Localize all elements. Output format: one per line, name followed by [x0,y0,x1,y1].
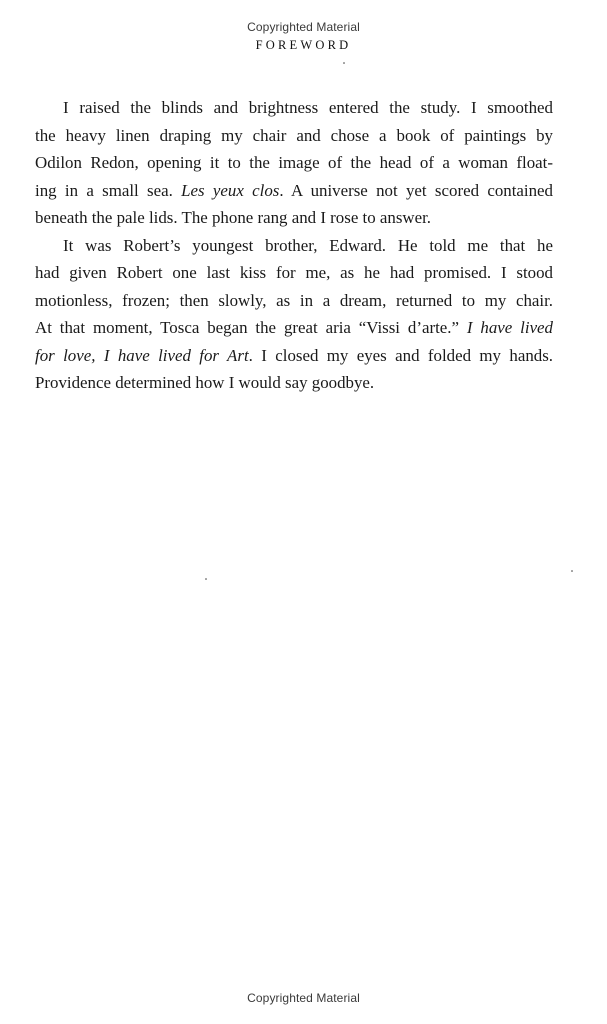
paragraph-2-line-1: It was Robert’s youngest brother, Edward. He told me that he [63,235,553,255]
paragraph-2-line-3: motionless, frozen; then slowly, as in a dream, returned to my chair. [35,290,553,310]
paragraph-1-line-2: the heavy linen draping my chair and chose a book of paintings by [35,125,553,145]
text-run: ing in a small sea. [35,180,182,200]
paragraph-2-line-6: Providence determined how I would say goodbye. [35,373,375,392]
text-run: . A universe not yet scored contained [279,180,553,200]
paragraph-1-line-4 [35,177,553,205]
italic-title: Les yeux clos [181,180,280,200]
italic-quote: for love, I have lived for Art [35,345,249,365]
text-run: . I closed my eyes and folded my hands. [248,345,554,365]
copyright-watermark-top: Copyrighted Material [247,20,360,34]
scan-speck [571,570,573,572]
text-run: At that moment, Tosca began the great aria “Vissi d’arte.” [35,318,467,337]
paragraph-1-line-3: Odilon Redon, opening it to the image of the head of a woman float- [35,153,553,172]
paragraph-1-line-1: I raised the blinds and brightness entered the study. I smoothed [63,98,553,117]
paragraph-2-line-5 [35,342,553,370]
paragraph-2-line-2: had given Robert one last kiss for me, as he had promised. I stood [35,263,553,282]
scan-speck [205,578,207,580]
paragraph-2-line-4 [35,314,553,342]
italic-quote: I have lived [466,318,554,337]
running-head: FOREWORD [255,38,352,52]
copyright-watermark-bottom: Copyrighted Material [247,991,360,1005]
paragraph-1-line-5: beneath the pale lids. The phone rang and I rose to answer. [35,208,432,227]
page-body [35,94,553,397]
scan-speck [343,62,345,64]
